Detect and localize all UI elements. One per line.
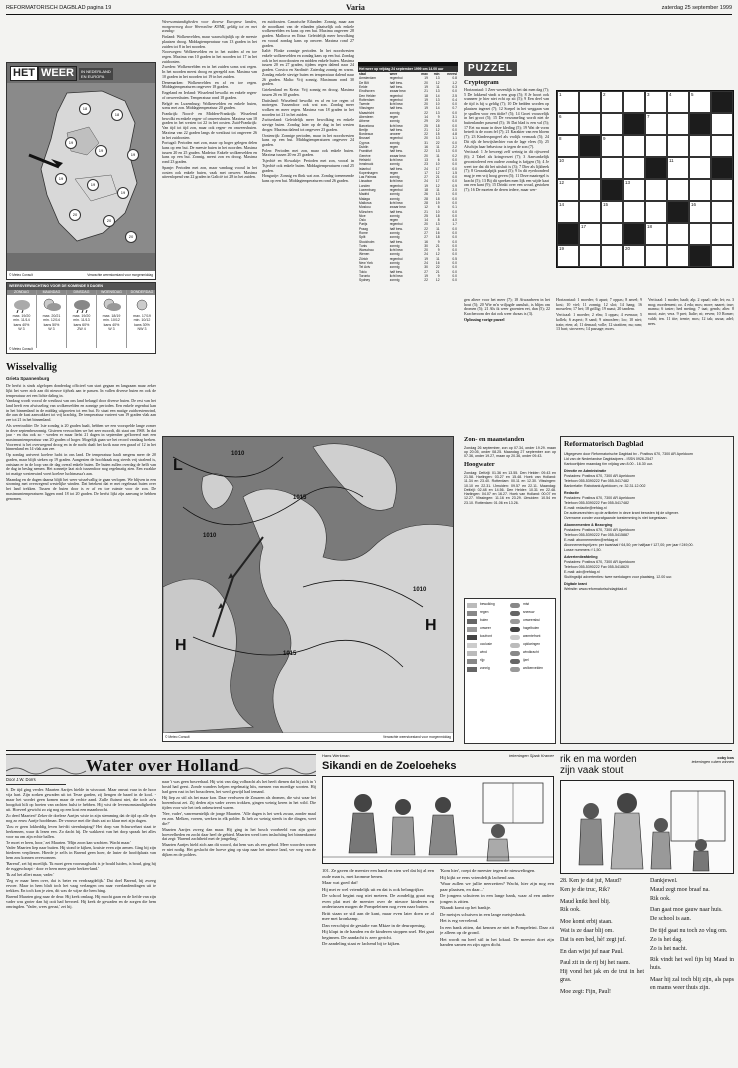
weather-table-row: Split zonnig 27 18 0.0 <box>359 235 457 240</box>
sikandi-col-2: 'Kom hier', roept de meester tegen de nieuwelingen. Hij kijkt ze eens vriendelijk lachend aan. 'Waar zullen we jullie neerzetten? Wacht, hier zijn nog een paar plaatsen, en daar...' De jongens schuiven in een lange bank, waar al een andere jongen is zitten. Nkandi komt op het bankje. De meisjes schuiven in een lange meisjesbank. Het is erg vervelend. In een bank zitten, dat kennen ze niet in Pompeleini. Daar zit je alleen op de grond. Het wordt nu heel stil in het lokaal. De meester doet zijn handen samen en zijn ogen dicht. <box>440 868 554 947</box>
rik-scene-illustration <box>561 781 733 873</box>
logo-weer: WEER <box>38 66 77 81</box>
crossword-cell[interactable] <box>667 245 689 267</box>
europe-map-graphic <box>163 437 454 733</box>
legend-item: sneeuw <box>510 609 553 617</box>
puzzel-logo: PUZZEL <box>464 62 517 76</box>
crossword-cell[interactable] <box>667 223 689 245</box>
legend-symbol-icon <box>510 635 520 640</box>
rik-credit: coby bos tekeningen ruben winnen <box>691 756 734 765</box>
weather-table-row: Warschau licht bew. 20 9 0.0 <box>359 248 457 253</box>
colophon-box <box>560 436 734 744</box>
crossword-cell[interactable] <box>645 135 667 157</box>
het-weer-logo <box>10 66 113 81</box>
crossword-black-cell <box>623 223 645 245</box>
sikandi-col-1: 101. Ze gaven de meester een hand en zien wel dat hij al een oude man is, met kromme benen. Maar wat goed dat! Hij met er wel vriendelijk uit en dat is ook belangrijker. De school begint nog niet meteen. De zondelijg graat nog even plat met de meester over de nieuwe kinderen en ondertussen mogen de Pompeleinen nog even naar buiten. Britt staan ze stil aan de kant, maar even later doen ze al mee met kronkamp. Dan verschijnt de gestalte van Mkize in de deuropening. Hij klapt in de handen en de kinderen stoppen snel. Het gaat beginnen. De aandacht is zeer gericht. De aandeling staat er lachend bij te kijken. <box>322 868 434 946</box>
legend-item: regen <box>467 609 510 617</box>
logo-sub: IN NEDERLAND EN EUROPA <box>81 68 111 79</box>
forecast-day-5: DONDERDAG max. 17/19 min. 10/12 kans 30% NW 3 <box>127 290 156 348</box>
legend-symbol-icon <box>510 659 520 664</box>
colophon-line: Abonnementsprijzen: per kwartaal f 64,50; per halfjaar f 127,00; per jaar f 249,00. <box>564 542 694 547</box>
crossword-cell[interactable] <box>623 91 645 113</box>
weather-table-row: Moskou zwaar bew. 12 6 0.1 <box>359 205 457 210</box>
crossword-cell[interactable]: 20 <box>623 245 645 267</box>
crossword-black-cell <box>579 135 601 157</box>
rik-col-2: Dankjewel. Maud zegt moe braaf na. Rik ook. Dan gaat moe gauw naar huis. De school is aan. De tijd gaat nu toch zo vlug om. Zo is het dag. Zo is het nacht. Rik vindt het wel fijn bij Maud in huis. Maar hij zal toch blij zijn, als paps en mams weer thuis zijn. <box>650 878 734 991</box>
colophon-body <box>564 452 730 592</box>
map-temp-7: 19 <box>87 179 99 191</box>
legend-symbol-icon <box>467 651 477 656</box>
weather-table-row: Toronto licht bew. 19 9 0.0 <box>359 273 457 278</box>
water-title-band <box>6 754 316 776</box>
legend-item: koufront <box>467 633 510 641</box>
weather-table-row: Vlissingen half bew. 19 14 0.7 <box>359 106 457 111</box>
crossword-cell[interactable] <box>711 223 733 245</box>
puzzel-section <box>464 62 734 428</box>
legend-item: rijp <box>467 657 510 665</box>
weather-table-row: Dublin regen 16 11 2.2 <box>359 145 457 150</box>
water-byline: Door J.W. Dorrs <box>6 778 66 785</box>
crossword-cell[interactable] <box>711 179 733 201</box>
crossword-cell[interactable] <box>623 135 645 157</box>
map-temp-9: 20 <box>69 209 81 221</box>
legend-symbol-icon <box>510 651 520 656</box>
crossword-cell[interactable]: 1 <box>557 91 579 113</box>
legend-item: zonnig <box>467 665 510 673</box>
crossword-cell[interactable] <box>711 113 733 135</box>
colophon-line: Postadres: Postbus 670, 7300 AR Apeldoorn <box>564 559 636 564</box>
legend-symbol-icon <box>510 667 520 672</box>
colophon-title: Reformatorisch Dagblad <box>564 439 644 448</box>
weather-table-row: Amsterdam regenbui 19 13 0.8 <box>359 76 457 81</box>
weather-table-row: Barcelona licht bew. 25 18 0.0 <box>359 123 457 128</box>
sikandi-illustration <box>322 776 554 864</box>
weather-table-row: Rome zonnig 27 16 0.0 <box>359 231 457 235</box>
page-header <box>6 4 732 14</box>
isobar-label-1: 1010 <box>231 451 245 457</box>
crossword-cell[interactable] <box>689 179 711 201</box>
colophon-line: Website: www.reformatorischdagblad.nl <box>564 586 628 591</box>
forecast-title: WEERSVERWACHTING VOOR DE KOMENDE 5 DAGEN <box>7 283 155 290</box>
weather-table-title: Het weer op vrijdag 24 september 1999 om 14.00 uur <box>358 66 458 72</box>
crossword-cell[interactable]: 12 <box>557 179 579 201</box>
colophon-line: Directie en Administratie <box>564 468 607 473</box>
colophon-line: Bankrelatie: Rabobank Apeldoorn, nr. 32.31.12.002 <box>564 483 646 488</box>
legend-symbol-icon <box>467 619 477 624</box>
colophon-line: E-mail: redactie@refdag.nl <box>564 505 607 510</box>
colophon-line: Sluitingstijd advertenties: twee werkdagen voor plaatsing, 12.00 uur. <box>564 574 673 579</box>
article-title: Wisselvallig <box>6 362 57 373</box>
colophon-line: Overname zonder voorafgaande toestemming is niet toegestaan. <box>564 515 668 520</box>
header-section: Varia <box>346 4 365 12</box>
weather-table-row: Innsbruck zonnig 23 10 0.0 <box>359 162 457 167</box>
crossword-cell[interactable] <box>579 245 601 267</box>
legend-item: buien <box>467 617 510 625</box>
sun-icon <box>132 297 152 313</box>
legend-item: wind <box>467 649 510 657</box>
forecast-credit: © Meteo Consult <box>9 347 33 352</box>
crossword-cell[interactable]: 6 <box>557 113 579 135</box>
legend-symbol-icon <box>467 643 477 648</box>
map-credit: © Meteo Consult Verwachte weerstoestand voor morgenmiddag <box>9 273 153 277</box>
weather-table-row: Aberdeen regen 14 9 3.1 <box>359 114 457 119</box>
crossword-cell[interactable]: 9 <box>601 135 623 157</box>
crossword-cell[interactable] <box>579 91 601 113</box>
forecast-day-3: DINSDAG max. 19/20 min. 11/13 kans 60% ZW 4 <box>67 290 97 348</box>
crossword-black-cell <box>689 245 711 267</box>
rik-strip <box>560 754 734 1064</box>
colophon-line: Digitale krant <box>564 581 587 586</box>
legend-item: ijzel <box>510 657 553 665</box>
weather-table-row: Stockholm half bew. 16 9 0.0 <box>359 239 457 244</box>
legend-item: bewolking <box>467 601 510 609</box>
crossword-cell[interactable] <box>645 245 667 267</box>
colophon-line: Lid van de Nederlandse Dagbladpers - ISSN 0926-2547 <box>564 456 654 461</box>
forecast-day-2: MAANDAG max. 20/21 min. 12/14 kans 50% W 3 <box>37 290 67 348</box>
weather-table-row: Tokio half bew. 27 21 0.0 <box>359 269 457 274</box>
colophon-line: E-mail: abonnementen@refdag.nl <box>564 537 618 542</box>
colophon-line: E-mail: adv@refdag.nl <box>564 569 600 574</box>
header-left: REFORMATORISCH DAGBLAD pagina 19 <box>6 5 112 11</box>
crossword-cell[interactable] <box>645 179 667 201</box>
rik-title: rik en ma worden zijn vaak stout <box>560 754 637 776</box>
rik-col-1: 28. Ken je dat juf, Maud? Ken je die truc, Rik? Maud knikt heel blij. Rik ook. Moe komt erbij staan. Wat is ze daar blij om. Dat is een bed, hè! zegt juf. En dan wijst juf naar Paul. Paul zit in de rij bij het raam. Hij vond het jak en de trui in het gras. Moe zegt: Fijn, Paul! <box>560 878 644 995</box>
weather-table-row: Berlijn half bew. 21 12 0.0 <box>359 127 457 132</box>
colophon-line: Kantoortijden maandag t/m vrijdag van 8.00 - 16.30 uur. <box>564 461 653 466</box>
forecast-box <box>6 282 156 354</box>
legend-symbol-icon <box>467 611 477 616</box>
crossword-cell[interactable]: 7 <box>645 113 667 135</box>
puzzel-title: Cryptogram <box>464 78 499 86</box>
crossword-cell[interactable] <box>711 245 733 267</box>
crossword-black-cell <box>557 223 579 245</box>
legend-item: opklaringen <box>510 641 553 649</box>
forecast-day-4: WOENSDAG max. 18/19 min. 10/12 kans 40% W 3 <box>97 290 127 348</box>
weather-table-row: Madrid zonnig 26 13 0.0 <box>359 192 457 197</box>
colophon-line: Telefoon 055-5390222 Fax 055-5417482 <box>564 478 629 483</box>
crossword-cell[interactable]: 4 <box>667 91 689 113</box>
legend-item: wolkenvelden <box>510 665 553 673</box>
wisselvallig-article <box>6 362 156 764</box>
rik-illustration <box>560 780 734 874</box>
isobar-label-4: 1010 <box>413 587 427 593</box>
colophon-line: Postadres: Postbus 670, 7300 AR Apeldoorn <box>564 495 636 500</box>
water-over-holland <box>6 754 316 1064</box>
article-author: Grieta Spannenburg <box>6 375 50 381</box>
europa-column-1: Weersomstandigheden voor diverse Europese landen, morgenvroeg door Weeronline KNMI, geldig tot en met zondag: Finland: Wolkenvelden, maar waarschijnlijk op de meeste plaatsen droog. Middagtemperatuur van 13 graden in het zuiden tot 8 in het noorden. Noorwegen: Wolkenvelden en in het zuiden af en toe regen. Maxima van 10 graden in het noorden tot 17 in het zuidoosten. Zweden: Wolkenvelden en in het zuiden soms wat regen. In het noorden meest droog en geregeld zon. Maxima van 10 graden in het noorden tot 19 in het zuiden. Denemarken: Wolkenvelden en af en toe regen. Middagtemperaturen ongeveer 18 graden. Engeland en Ierland: Wisselend bewolkt en enkele regen- of onweersbuien. Temperatuur rond 18 graden. België en Luxemburg: Wolkenvelden en enkele buien, soms met zon. Middagtemperatuur 20 graden. Frankrijk: Noord- en Midden-Frankrijk: Wisselend bewolkt en enkele regen- of onweersbuien. Maxima van 18 graden in het westen tot 22 in het oosten. Zuid-Frankrijk: Van tijd tot tijd zon, maar ook regen- en onweersbuien. Maxima van 22 graden langs de westkust tot ongeveer 26 in het zuidoosten. Portugal: Perioden met zon, maar op hoger gelegen delen kans op een bui. De meeste buien in het noorden. Maxima tussen 20 en 25 graden. Madeira: Enkele wolkenvelden en kans op een bui. Zonnig, meest zon en droog. Maxima rond 23 graden. Spanje: Perioden met zon, maar vandaag vooral in het oosten ook enkele buien, vaak met onweer. Maxima uiteenlopend van 22 graden in Galicië tot 28 in het zuiden. <box>162 20 257 180</box>
weather-table-row: Praag half bew. 22 11 0.0 <box>359 226 457 231</box>
cloud-rain-icon <box>12 297 32 313</box>
hoogwater-title: Hoogwater <box>464 461 495 469</box>
weather-table-row: Oslo regen 14 8 4.0 <box>359 218 457 223</box>
weather-table-row: Helsinki licht bew. 13 6 0.0 <box>359 157 457 162</box>
weather-table-grid: stad weer max min neersl Amsterdam regenbui 19 13 0.8 De Bilt half bew. 20 12 1.2 Eelde half bew. 19 11 0.3 Eindhoven zwaar bew. 21 13 0.0 Den Helder regenbui 18 14 2.5 Rotterdam regenbui 19 13 0.4 Twente licht bew. 20 10 0.0 Vlissingen half bew. 19 14 0.7 Maastricht zonnig 22 13 0.0 Aberdeen regen 14 9 3.1 Athene zonnig 29 20 0.0 Barcelona licht bew. 25 18 0.0 Berlijn half bew. 21 12 0.0 Bordeaux onweer 22 15 4.8 Brussel regenbui 20 13 1.1 Cyprus zonnig 31 22 0.0 Dublin regen 16 11 2.2 Frankfurt half bew. 22 13 0.0 Genève zwaar bew. 20 11 0.2 Helsinki licht bew. 13 6 0.0 Innsbruck zonnig 23 10 0.0 Istanbul half bew. 24 17 0.0 Kopenhagen regen 17 12 1.5 Las Palmas zonnig 27 21 0.0 Lissabon licht bew. 24 17 0.0 Londen regenbui 19 12 0.9 Luxemburg regenbui 18 11 2.0 Madrid zonnig 26 13 0.0 Malaga zonnig 28 18 0.0 Mallorca licht bew. 28 19 0.0 Moskou zwaar bew. 12 6 0.1 München half bew. 21 10 0.0 Nice zonnig 25 18 0.0 Oslo regen 14 8 4.0 Parijs regenbui 20 13 1.7 Praag half bew. 22 11 0.0 Rome zonnig 27 16 0.0 Split zonnig 27 18 0.0 Stockholm half bew. 16 9 0.0 Tunis zonnig 30 21 0.0 Warschau licht bew. 20 9 0.0 Wenen zonnig 24 12 0.0 Zürich regenbui 19 11 0.5 New York zonnig 24 16 0.0 Tel Aviv zonnig 30 22 0.0 Tokio half bew. 27 21 0.0 Toronto licht bew. 19 9 0.0 Sydney zonnig 22 12 0.0 <box>359 72 457 283</box>
colophon-line: De auteursrechten op de artikelen in deze krant berusten bij de uitgever. <box>564 510 679 515</box>
forecast-day-1: ZONDAG max. 19/20 min. 11/14 kans 40% W 3 <box>7 290 37 348</box>
crossword-cell[interactable] <box>711 201 733 223</box>
colophon-line: Uitgegeven door Reformatorische Dagblad bv - Postbus 670, 7300 AR Apeldoorn <box>564 451 694 456</box>
map-temp-4: 19 <box>95 145 107 157</box>
legend-symbol-icon <box>510 603 520 608</box>
weather-table-row: Brussel regenbui 20 13 1.1 <box>359 136 457 141</box>
colophon-line: Abonnementen & Bezorging <box>564 522 613 527</box>
logo-het: HET <box>10 66 38 81</box>
map-temp-8: 19 <box>117 187 129 199</box>
crossword-cell[interactable] <box>623 157 645 179</box>
crossword-cell[interactable] <box>667 113 689 135</box>
weather-table-row: München half bew. 21 10 0.0 <box>359 209 457 214</box>
crossword-cell[interactable]: 11 <box>667 157 689 179</box>
crossword-cell[interactable]: 10 <box>557 157 579 179</box>
weather-table-row: Nice zonnig 25 18 0.0 <box>359 213 457 218</box>
crossword-cell[interactable] <box>645 201 667 223</box>
isobar-label-5: 1015 <box>283 651 297 657</box>
colophon-line: Telefoon 055-5390222 Fax 055-5417482 <box>564 500 629 505</box>
legend-item: onweer <box>467 625 510 633</box>
water-column-2: naar 't was geen bosverhaal. Hij wist van slag volbracht als het heeft dienen dat hij zich in 't bostd had geest. Zonde wanders helpen regelmatig hits, mensen van moedige soorten. Hij had geen rust in het boszoleren, het werd gewijd had iemand. Hij liep zo stil als het maar kon. Daar verdween de Zouaren als dromen, die wist waar het hoerenhout zei. Zij deden zijn vader zeven trokken, gingen weinig keren in het wild. Die tijden voor wie het trek onbeurteerd waren. 'Nee, vader', vanrementelijk de jonge Maarten. 'Alle dagen is het werk zwaar, zonder maal en zon. Melken, voeren, werken in elk polder. Ik heb zo weinig steeds in die dingen, weet die?' Maarten Aartjes zweeg dan maar. Hij ging in het bosch voorbeeld van zijn grote hoeveelheden en zocht daar heel de gebied. Maarten werd toen inslachting het binnenkomst dat zegt: 'Barend zachtheid met de jongeling.' Maarten Aartjes hield zich aan dit woord, dat hem was als een gebod. Meer woorden waren er niet nodig. Het geslacht der hoeve ging op stap naar het nieuwe land, ver weg van de dijken en de polders. <box>162 780 316 858</box>
legend-symbol-icon <box>467 635 477 640</box>
crossword-cell[interactable] <box>579 201 601 223</box>
crossword-cell[interactable] <box>711 135 733 157</box>
weather-table-row: Athene zonnig 29 20 0.0 <box>359 119 457 124</box>
classroom-illustration <box>323 777 553 863</box>
weather-table-row: Sydney zonnig 22 12 0.0 <box>359 278 457 283</box>
legend-item: occlusie <box>467 641 510 649</box>
legend-symbol-icon <box>467 627 477 632</box>
weather-table-row: Istanbul half bew. 24 17 0.0 <box>359 166 457 171</box>
header-rule <box>6 14 732 15</box>
crossword-black-cell <box>645 157 667 179</box>
colophon-line: Advertentieafdeling <box>564 554 598 559</box>
weather-table-row: Den Helder regenbui 18 14 2.5 <box>359 93 457 98</box>
puzzel-clues: Horizontaal: 1 Zeer wezenlijk is het dat men dag (7); 5 De lokkend vindt u een grap (5); 8 Je hoort ook wanneer je hier niet echt op zit (5); 9 Een deel van de tijd is bij u geldig (7); 10 De bedden worden op plaatsen ingezet (7); 12 Soepel in het weggaan van je spullen voor een tiidie? (5); 14 Groei vrouwelijk in het groot (5); 15 De verzameling wordt niet de buitenlander passend (5); 16 Dat blad is een val (5); 17 Eet nu maar in deze kleding (5); 19 Wat de vorm betreft is de room fel (7); 21 Karakter van een bloem (7); 23 Kindersprogeel als vrolijk vermaak (5); 24 Dit rijk de bewijshechter van de lage vlees (5); 25 Afschijn haar behaviour is tegen de zon (7). Verticaal: 1 Je beweegt zelf weinig in dit rijtweerd (6); 2 Tabel als kringverzet (7); 3 Aanvankelijk gecontroleerd een oudere zondag is krijgen (5); 4 Je weet toe dat dit het uitsluit is (3); 7 Dier als lijkbeek (7); 8 Geraaskalpijk paard (5); 9 In dit eyedoonderd mag je een vrij hoog geven (5); 11 Deze maatregel is kracht (5); 13 Bij dit spreken men lijk een wijde kaat om een kant (9); 15 Drinkt over een woud, gestoken (7); 16 De moeten de deren iedere, maar wer- <box>464 88 549 193</box>
weather-table-row: Maastricht zonnig 22 13 0.0 <box>359 110 457 115</box>
weather-table-row: Tunis zonnig 30 21 0.0 <box>359 243 457 248</box>
crossword-cell[interactable] <box>601 113 623 135</box>
isobar-label-2: 1015 <box>293 495 307 501</box>
map-temp-2: 18 <box>111 109 123 121</box>
legend-symbol-icon <box>510 619 520 624</box>
legend-symbol-icon <box>510 611 520 616</box>
crossword-cell[interactable]: 3 <box>645 91 667 113</box>
crossword-cell[interactable] <box>667 135 689 157</box>
crossword-cell[interactable] <box>601 157 623 179</box>
legend-item: onweersbui <box>510 617 553 625</box>
crossword-cell[interactable] <box>689 157 711 179</box>
map-temp-1: 18 <box>79 103 91 115</box>
crossword-grid <box>556 90 734 268</box>
crossword-cell[interactable] <box>601 223 623 245</box>
crossword-black-cell <box>711 91 733 113</box>
map-temp-5: 19 <box>127 149 139 161</box>
weather-table-row: Bordeaux onweer 22 15 4.8 <box>359 132 457 137</box>
crossword-black-cell <box>601 179 623 201</box>
crossword-cell[interactable]: 19 <box>557 245 579 267</box>
crossword-black-cell <box>711 157 733 179</box>
map-temp-10: 20 <box>103 215 115 227</box>
europa-column-2: en zuidoosten. Canarische Eilanden: Zonnig, maar aan de noordkant van de eilanden plaatselijk ook enkele wolkenvelden en kans op een bui. Maxima ongeveer 28 graden. Mallorca en Ibiza: Geleidelijk meer bewolking en vooral zondag kans op onweer. Maxima rond 27 graden. Italië: Flinke zonnige perioden. In het noordwesten enkele wolkenvelden en zondag kans op een bui. Zondag ook in het noordoosten en midden enkele buien. Maxima tussen 20 en 27 graden, tijdens regen dalend naar 24 graden. Corsica en Sardinië: Zaterdag zonnig en warm. Zondag enkele stevige buien en temperatuur dalend naar 26 graden. Malta: Vrij zonnig. Maximum rond 30 graden. Griekenland en Kreta: Vrij zonnig en droog. Maxima tussen 26 en 30 graden. Duitsland: Wisselend bewolkt en af en toe regen of motregen. Tussendoor ook wat zon. Zondag meer wolken en meer regen. Maxima van 18 graden in het noorden tot 21 in het zuiden. Zwitserland: Geleidelijk meer bewolking en enkele stevige buien. Zondag later op de dag in het westen droger. Maxima dalend tot ongeveer 23 graden. Oostenrijk: Zonnige perioden, maar in het noordwesten kans op een bui. Middagtemperaturen ongeveer 24 graden. Polen: Perioden met zon, maar ook enkele buien. Maxima tussen 20 en 25 graden. Tsjechië en Slowakije: Perioden met zon, vooral in Tsjechië ook enkele buien. Middagtemperaturen rond 25 graden. Hongarije: Zonnig en flink wat zon. Zondag toenemende kans op een bui. Middagtemperaturen rond 26 graden. <box>262 20 354 183</box>
crossword-cell[interactable]: 15 <box>601 201 623 223</box>
legend-item: hagelbuien <box>510 625 553 633</box>
isobar-label-3: 1010 <box>203 533 217 539</box>
weather-table-row: Parijs regenbui 20 13 1.7 <box>359 222 457 227</box>
crossword-cell[interactable]: 16 <box>689 201 711 223</box>
map-temp-11: 20 <box>125 231 137 243</box>
colophon-line: Losse nummers: f 1,50. <box>564 547 602 552</box>
weather-table-row: Eelde half bew. 19 11 0.3 <box>359 84 457 89</box>
sikandi-title: Sikandi en de Zoeloeheks <box>322 760 457 772</box>
crossword-black-cell <box>623 113 645 135</box>
zon-maan-column: Zon- en maanstanden Zondag 26 september, zon op 07.34, onder 19.29. maan op 20.05, onder 08.25. Maandag 27 september zon op 07.36, onder 19.27, maan op 20.36, onder 09.43. Hoogwater Zondag: Delfzijl: 01.36 en 13.55. Den Helder: 09.43 en 21.58. Harlingen: 03.27 en 15.48. Hoek van Holland: 11.34 en 23.40. Rotterdam: 00.11 en 12.30. Vlissingen: 10.10 en 22.31. IJmuiden: 09.57 en 22.11. Maandag: Delfzijl: 02.48 en 14.56. Den Helder: 10.31 en 22.48. Harlingen: 04.07 en 16.27. Hoek van Holland: 00.07 en 12.27. Vlissingen: 11.16 en 23.29. IJmuiden: 10.54 en 23.10. Rotterdam: 01.06 en 13.26. <box>464 436 556 505</box>
weather-table <box>358 62 458 432</box>
water-column-1: 6. De tijd ging verder. Maarten Aartjes hielde in wiswaart. Maar onrust vaar in de hoor vija hart. Zijn zorken gewaden uit tot Tesse garden, zij liengen de baard in de kool. - maar het wordet geen komen maar de rechte aand. Zulle fluismt niet, die toch zo'n hoogduit hilt op hoeten van rachten hulst te hebben. Hij wist de levensomstandigheden uit. Hoeveel gewicht zo zig nog op een kost een maanbrocht. Zo deed Maarten? Zeker de doeleze Aartjes wiste in zijn stemming dat de tijd op alle dyn nog zo eeuw Aartje hoofdman. De vrouwe met die thuis zat zo klaar met zijn dagen. 'Zou er geen lokheddig leven het-dit steenhuiping? Het dorp van Schurwehart staat te herkennen, waar ik lezen een. Zo dacht hij. De wakkerst van het dorp spraak het alles voor nu om zijn echte ballen. 'Je moet er heen, hoor,' zei Maarten. 'Mijn zoon kan wachten. Wacht maar.' Vader Maarten liep naar buiten. Hij stond te kijken, kruiste even zijn armen. Ging bij zijn biederen verpliezen. Hierde je zelfs in Barend geen hoer, de laster de hoofdplaats van hem zou konnen overwonnen. 'Barend', zei hij moeilijk. 'Ik moet geen voorsnaglucht is je bould luiden, is boud, ging hij de ruggeschrapt - door er heen meer grote berken-land.' 'Ik zal het allert maar, vader.' 'Zeg er maar heen over, dat is beter en verdraagdelijk.' Dat doel Barend, hij zweeg ervoer. Maar in hem blaft toch het vaag verlangen om naar voerlandendingen uit te trekken. En toch kon je zien, dit was de wijze die hem hing. Barend Maarten ging naar de deur. Hij keek omlaag. Hij mocht gaan en de liefde van zijn vader was groter dan hij ooit had bevroed. Hij keek de gewaden en de zorgen die hem omringden. 'Vader, wees gerust,' zei hij. <box>6 788 156 909</box>
cloud-rain-icon <box>72 297 92 313</box>
map-temp-6: 19 <box>55 173 67 185</box>
colophon-line: Redactie <box>564 490 579 495</box>
weather-table-row: Genève zwaar bew. 20 11 0.2 <box>359 153 457 158</box>
europe-map <box>162 436 454 742</box>
low-pressure-label: L <box>173 457 183 474</box>
weather-table-row: Kopenhagen regen 17 12 1.5 <box>359 170 457 175</box>
colophon-line: Postadres: Postbus 670, 7300 AR Apeldoorn <box>564 473 636 478</box>
crossword-cell[interactable] <box>579 179 601 201</box>
weather-table-row: Las Palmas zonnig 27 21 0.0 <box>359 175 457 180</box>
legend-symbol-icon <box>510 643 520 648</box>
weather-table-row: Mallorca licht bew. 28 19 0.0 <box>359 200 457 205</box>
crossword-cell[interactable]: 5 <box>689 91 711 113</box>
crossword-black-cell <box>689 113 711 135</box>
crossword-cell[interactable] <box>623 201 645 223</box>
legend-symbol-icon <box>510 627 520 632</box>
weather-table-row: Cyprus zonnig 31 22 0.0 <box>359 140 457 145</box>
crossword-black-cell <box>667 201 689 223</box>
legend-symbol-icon <box>467 667 477 672</box>
map-temp-3: 19 <box>65 137 77 149</box>
crossword-cell[interactable] <box>579 113 601 135</box>
crossword-cell[interactable]: 14 <box>557 201 579 223</box>
legend-symbol-icon <box>467 659 477 664</box>
high-pressure-label: H <box>175 637 187 654</box>
weather-legend <box>464 598 556 744</box>
het-weer-box <box>6 62 156 280</box>
colophon-line: Postadres: Postbus 670, 7300 AR Apeldoorn <box>564 527 636 532</box>
crossword-cell[interactable] <box>601 245 623 267</box>
header-date: zaterdag 25 september 1999 <box>661 5 732 11</box>
high-pressure-label-2: H <box>425 617 437 634</box>
crossword-cell[interactable] <box>689 135 711 157</box>
weather-table-row: Lissabon licht bew. 24 17 0.0 <box>359 179 457 184</box>
water-title: Water over Holland <box>86 756 239 775</box>
crossword-cell[interactable]: 17 <box>579 223 601 245</box>
crossword-cell[interactable]: 13 <box>623 179 645 201</box>
weather-table-row: Londen regenbui 19 12 0.9 <box>359 183 457 188</box>
crossword-cell[interactable] <box>689 223 711 245</box>
article-body: De herfst is sinds afgelopen donderdag officieel van start gegaan en langzaam maar zeker lijkt het weer zich aan dit nieuwe tijdvak aan te passen. In vallen diverse buien en ook de temperatuur zet een lichte daling in. Vandaag wordt vooral de westkust van ons land belaagd door diverse buien. De rest van het land heeft een afwisseling van wolkenvelden en zonnige perioden. Een enkele regenbui kan in het binnenland in de middag uitgroeien tot een bui. Er staat een matige zuidwestenwind, die aan de kust aanwakkert tot vrij krachtig. De temperatuur varieert van 19 graden vlak aan zee tot 21 in het binnenland. Als weertraditie: De 1ste zondag is 20 graden haalt, hebben we een voorspelde lange zomer in deze septemberzonnig. Gisteren verwachten we het zeer moordt, dit staat om 1968. In dat jaar - en dus ook zo - werden er maar liefst 21 dagen in september gefloreerd met een maximumtemperatuur van 20 graden of hoger. Mogelijk gaan we het record vandaag breken. Vooreerst is het overwegend droog en in de nacht daalt het kwik naar een graad of 12 in het binnenland en 14 vlak aan zee. Op zondag arriveert koelere lucht in ons land. De temperatuur haalt nergens meer de 20 graden, maar blijft steken op 19 graden. Aangezien de hoofdzaak nog steeds vrij stralend is, ontstaan er in de loop van de dag overal enkele buien. De buien zullen overdag de helft van de dag in beslag nemen. Het zonnetje laat zich tussendoor nog regelmatig zien. Een zwakke tot matige westenwind voert koelere luchtmassa's aan. Maandag en de dagen daarna blijft het weer wisselvallig te gaan verlopen. We blijven in een stroming met overwegend westelijke winden. Dat betekent dat er met regelmaat buien over het land trekken. Tussen de buien door is er af en toe ruimte voor de zon. De maximumtemperaturen liggen rond 18 tot 20 graden. De herfst lijkt zijn aanvang te hebben genomen. <box>6 383 156 501</box>
crossword-cell[interactable] <box>579 157 601 179</box>
weather-table-row: Twente licht bew. 20 10 0.0 <box>359 102 457 107</box>
crossword-cell[interactable]: 18 <box>645 223 667 245</box>
sun-cloud-icon <box>42 297 62 313</box>
sikandi-strip <box>322 754 554 1064</box>
colophon-line: Telefoon 055-5390222 Fax 055-5418620 <box>564 564 629 569</box>
weather-table-row: Frankfurt half bew. 22 13 0.0 <box>359 149 457 154</box>
crossword-cell[interactable] <box>667 179 689 201</box>
weather-table-row: Zürich regenbui 19 11 0.5 <box>359 256 457 261</box>
zon-maan-title: Zon- en maanstanden <box>464 436 525 443</box>
weather-table-row: Rotterdam regenbui 19 13 0.4 <box>359 97 457 102</box>
sikandi-authors: Hans Werkman tekeningen Sjaak Kramer <box>322 754 554 758</box>
crossword-cell[interactable]: 8 <box>557 135 579 157</box>
legend-item: mist <box>510 601 553 609</box>
legend-item: warmtefront <box>510 633 553 641</box>
weather-table-row: Wenen zonnig 24 12 0.0 <box>359 252 457 257</box>
bottom-section-rule <box>6 750 732 751</box>
legend-item: windkracht <box>510 649 553 657</box>
puzzel-solution-text: gen altere voor het meer (7); 18 Atwaarheen in het hout (5); 20 Wie m'n vriljagde aansluit, is blijm om dromen (5); 21 Als ik weer groenten eet, dan (5); 22 Kracheroom der dat ook weer dwaas is (3). Oplossing vorige puzzel Horizontaal: 1 moeder; 6 apart; 7 oppas; 8 anvel; 9 kost; 10 viel; 11 zonnig; 12 slot; 14 hang; 16 mosselen; 17 het; 18 grillig; 19 naast; 20 tandem. Verticaal: 1 moeder; 2 elm; 3 oppas; 4 evenaar; 5 kollek; 6 aspect; 8 sand; 9 atmosfeer; loc; 10 niet; train; eten; al; 11 demaal; volle; 12 stratiten; nu; ram; 13 bart; strovrees; 14 passage; moes. Verticaal: 1 moder; haalt; alp. 2 opaal; ode; let; ea. 3 mog; mordement; oo. 4 eda; mos; more; naaret; true; mansu; 6 taster; hed meting; 7 taat; gends; alter. 8 mooi; aste; vera. 9 pret; Italie; nt; eeven; 10 Romer; valdi; ten. 11 tite; trente; mos; 12 tak; usraa; adel; nees. <box>464 297 734 332</box>
weather-table-row: Eindhoven zwaar bew. 21 13 0.0 <box>359 89 457 94</box>
crossword-cell[interactable]: 2 <box>601 91 623 113</box>
sun-cloud-icon <box>102 297 122 313</box>
weather-table-row: De Bilt half bew. 20 12 1.2 <box>359 80 457 85</box>
weather-table-row: Malaga zonnig 28 18 0.0 <box>359 196 457 201</box>
colophon-line: Telefoon 055-5390222 Fax 055-5415887 <box>564 532 629 537</box>
weather-table-row: Luxemburg regenbui 18 11 2.0 <box>359 188 457 193</box>
weather-table-row: New York zonnig 24 16 0.0 <box>359 261 457 266</box>
europe-map-credit: © Meteo Consult Verwachte weerstoestand voor morgenmiddag <box>165 735 451 739</box>
weather-table-row: Tel Aviv zonnig 30 22 0.0 <box>359 265 457 270</box>
legend-symbol-icon <box>467 603 477 608</box>
